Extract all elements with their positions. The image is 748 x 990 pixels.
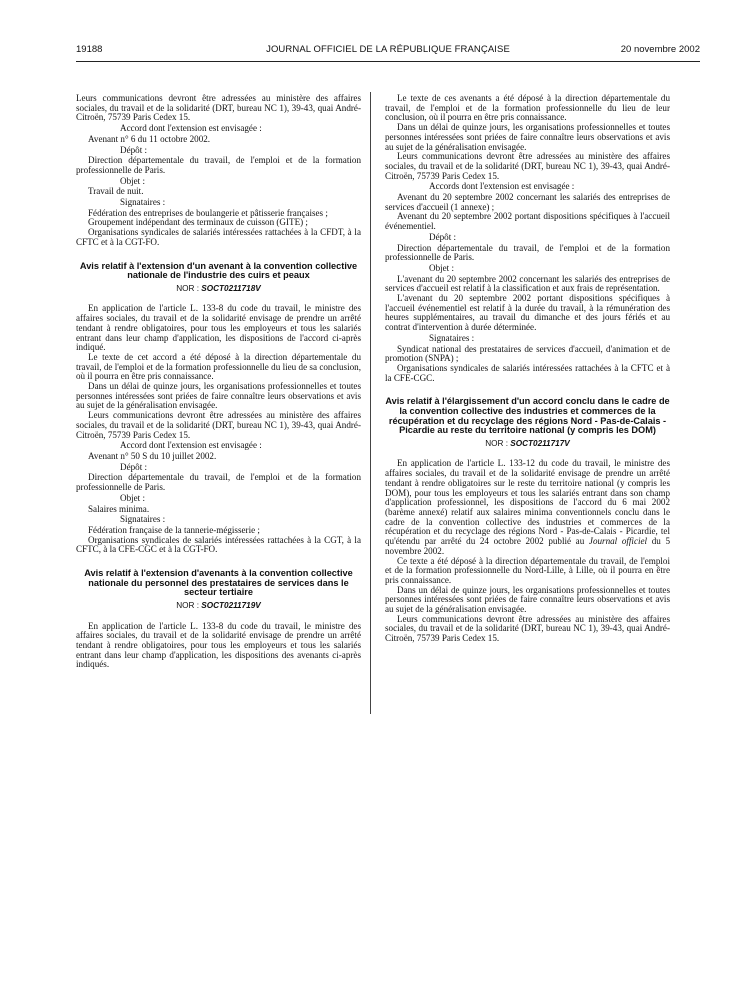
section-title: Avis relatif à l'extension d'un avenant à la convention collective nationale de l'industrie des cuirs et peaux xyxy=(79,260,358,281)
signataire-item: Groupement indépendant des terminaux de cuisson (GITE) ; xyxy=(88,217,308,228)
depot-text: Direction départementale du travail, de l'emploi et de la formation professionnelle de Paris. xyxy=(76,472,361,493)
objet-label: Objet : xyxy=(429,262,455,273)
signataire-item: Organisations syndicales de salariés intéressées rattachées à la CFDT, à la CFTC et à la CGT-FO. xyxy=(76,227,361,247)
nor-code: SOCT0211719V xyxy=(201,600,261,610)
right-column xyxy=(385,94,670,644)
nor-reference: NOR : SOCT0211719V xyxy=(176,600,261,610)
depot-label: Dépôt : xyxy=(120,461,148,472)
paragraph: Ce texte a été déposé à la direction départementale du travail, de l'emploi et de la formation professionnelle du Nord-Lille, à Lille, où il pourra en être pris connaissance. xyxy=(385,555,670,585)
nor-code: SOCT0211718V xyxy=(201,283,261,293)
signataire-item: Fédération française de la tannerie-mégisserie ; xyxy=(88,524,260,535)
depot-label: Dépôt : xyxy=(120,144,148,155)
accord-label: Accord dont l'extension est envisagée : xyxy=(120,123,262,134)
journal-title: JOURNAL OFFICIEL DE LA RÉPUBLIQUE FRANÇAISE xyxy=(266,44,510,55)
objet-text: L'avenant du 20 septembre 2002 portant dispositions spécifiques à l'accueil événementiel est relatif à la durée du travail, à la rémunération des heures supplémentaires, au travail du dimanche et des jours fériés et au contrat d'intervention à durée déterminée. xyxy=(385,293,670,333)
avenant-text: Avenant n° 50 S du 10 juillet 2002. xyxy=(88,450,217,461)
paragraph: Leurs communications devront être adressées au ministère des affaires sociales, du travail et de la solidarité (DRT, bureau NC 1), 39-43, quai André-Citroën, 75739 Paris Cedex 15. xyxy=(76,410,361,440)
objet-label: Objet : xyxy=(120,175,146,186)
signataire-item: Fédération des entreprises de boulangerie et pâtisserie françaises ; xyxy=(88,207,328,218)
signataires-label: Signataires : xyxy=(429,332,475,343)
paragraph: Dans un délai de quinze jours, les organisations professionnelles et toutes personnes intéressées sont priées de faire connaître leurs observations et avis au sujet de la généralisation envisagée. xyxy=(385,584,670,615)
accords-label: Accords dont l'extension est envisagée : xyxy=(429,181,575,192)
objet-text: Travail de nuit. xyxy=(88,186,144,197)
nor-reference: NOR : SOCT0211718V xyxy=(176,283,261,293)
paragraph: Leurs communications devront être adressées au ministère des affaires sociales, du travail et de la solidarité (DRT, bureau NC 1), 39-43, quai André-Citroën, 75739 Paris Cedex 15. xyxy=(385,613,670,644)
signataire-item: Syndicat national des prestataires de services d'accueil, d'animation et de promotion (SNPA) ; xyxy=(385,343,670,364)
objet-text: Salaires minima. xyxy=(88,503,150,514)
page-header xyxy=(76,44,700,58)
accord-label: Accord dont l'extension est envisagée : xyxy=(120,440,262,451)
paragraph: En application de l'article L. 133-8 du code du travail, le ministre des affaires sociales, du travail et de la solidarité envisage de prendre un arrêté tendant à rendre obligatoires, pour tous les employeurs et tous les salariés entrant dans leur champ d'application, les dispositions de l'accord ci-après indiqué. xyxy=(76,303,361,353)
objet-text: L'avenant du 20 septembre 2002 concernant les salariés des entreprises de services d'accueil est relatif à la classification et aux frais de représentation. xyxy=(385,273,670,294)
paragraph: En application de l'article L. 133-8 du code du travail, le ministre des affaires sociales, du travail et de la solidarité envisage de prendre un arrêté tendant à rendre obligatoires, pour tous les employeurs et tous les salariés entrant dans leur champ d'application, les dispositions des avenants ci-après indiqués. xyxy=(76,620,361,670)
paragraph: Dans un délai de quinze jours, les organisations professionnelles et toutes personnes intéressées sont priées de faire connaître leurs observations et avis au sujet de la généralisation envisagée. xyxy=(76,381,361,411)
section-title: Avis relatif à l'extension d'avenants à la convention collective nationale du personnel des prestataires de services dans le secteur tertiaire xyxy=(84,568,353,598)
avenant-text: Avenant du 20 septembre 2002 portant dispositions spécifiques à l'accueil événementiel. xyxy=(385,211,670,232)
header-rule xyxy=(76,61,700,62)
avenant-text: Avenant n° 6 du 11 octobre 2002. xyxy=(88,133,211,144)
avenant-text: Avenant du 20 septembre 2002 concernant les salariés des entreprises de services d'accueil (1 annexe) ; xyxy=(385,192,670,212)
section-title: Avis relatif à l'élargissement d'un accord conclu dans le cadre de la convention collective des industries et commerces de la récupération et du recyclage des régions Nord - Pas-de-Calais - Picardie au reste du territoire national (y compris les DOM) xyxy=(385,396,670,436)
paragraph: Le texte de ces avenants a été déposé à la direction départementale du travail, de l'emploi et de la formation professionnelle du lieu de leur conclusion, où il pourra en être pris connaissance. xyxy=(385,93,670,123)
issue-date: 20 novembre 2002 xyxy=(620,44,700,55)
nor-code: SOCT0211717V xyxy=(510,438,570,448)
paragraph: Le texte de cet accord a été déposé à la direction départementale du travail, de l'emploi et de la formation professionnelle du lieu de sa conclusion, où il pourra en être pris connaissance. xyxy=(76,351,361,382)
left-column xyxy=(76,94,361,670)
signataires-label: Signataires : xyxy=(120,197,166,208)
depot-text: Direction départementale du travail, de l'emploi et de la formation professionnelle de Paris. xyxy=(385,242,670,263)
signataire-item: Organisations syndicales de salariés intéressées rattachées à la CGT, à la CFTC, à la CFE-CGC et à la CGT-FO. xyxy=(76,534,361,555)
paragraph: En application de l'article L. 133-12 du code du travail, le ministre des affaires sociales, du travail et de la solidarité envisage de prendre un arrêté tendant à rendre obligatoires sur le reste du territoire national (y compris les DOM), pour tous les employeurs et tous les salariés entrant dans son champ d'application professionnel, les dispositions de l'accord du 6 mai 2002 (barème annexé) relatif aux salaires minima conventionnels conclu dans le cadre de la convention collective des industries et commerces de la récupération et du recyclage des régions Nord - Pas-de-Calais - Picardie, tel qu'étendu par arrêté du 24 octobre 2002 publié au Journal officiel du 5 novembre 2002. xyxy=(385,458,670,556)
signataires-label: Signataires : xyxy=(120,514,166,525)
paragraph: Leurs communications devront être adressées au ministère des affaires sociales, du travail et de la solidarité (DRT, bureau NC 1), 39-43, quai André-Citroën, 75739 Paris Cedex 15. xyxy=(76,93,361,123)
depot-text: Direction départementale du travail, de l'emploi et de la formation professionnelle de Paris. xyxy=(76,155,361,175)
depot-label: Dépôt : xyxy=(429,231,457,242)
page-number: 19188 xyxy=(76,44,103,55)
paragraph: Leurs communications devront être adressées au ministère des affaires sociales, du travail et de la solidarité (DRT, bureau NC 1), 39-43, quai André-Citroën, 75739 Paris Cedex 15. xyxy=(385,151,670,181)
column-divider xyxy=(370,92,371,714)
signataire-item: Organisations syndicales de salariés intéressées rattachées à la CFTC et à la CFE-CGC. xyxy=(385,362,670,383)
paragraph: Dans un délai de quinze jours, les organisations professionnelles et toutes personnes intéressées sont priées de faire connaître leurs observations et avis au sujet de la généralisation envisagée. xyxy=(385,122,670,152)
journal-officiel-ref: Journal officiel xyxy=(588,536,648,547)
objet-label: Objet : xyxy=(120,492,146,503)
nor-reference: NOR : SOCT0211717V xyxy=(485,438,570,448)
